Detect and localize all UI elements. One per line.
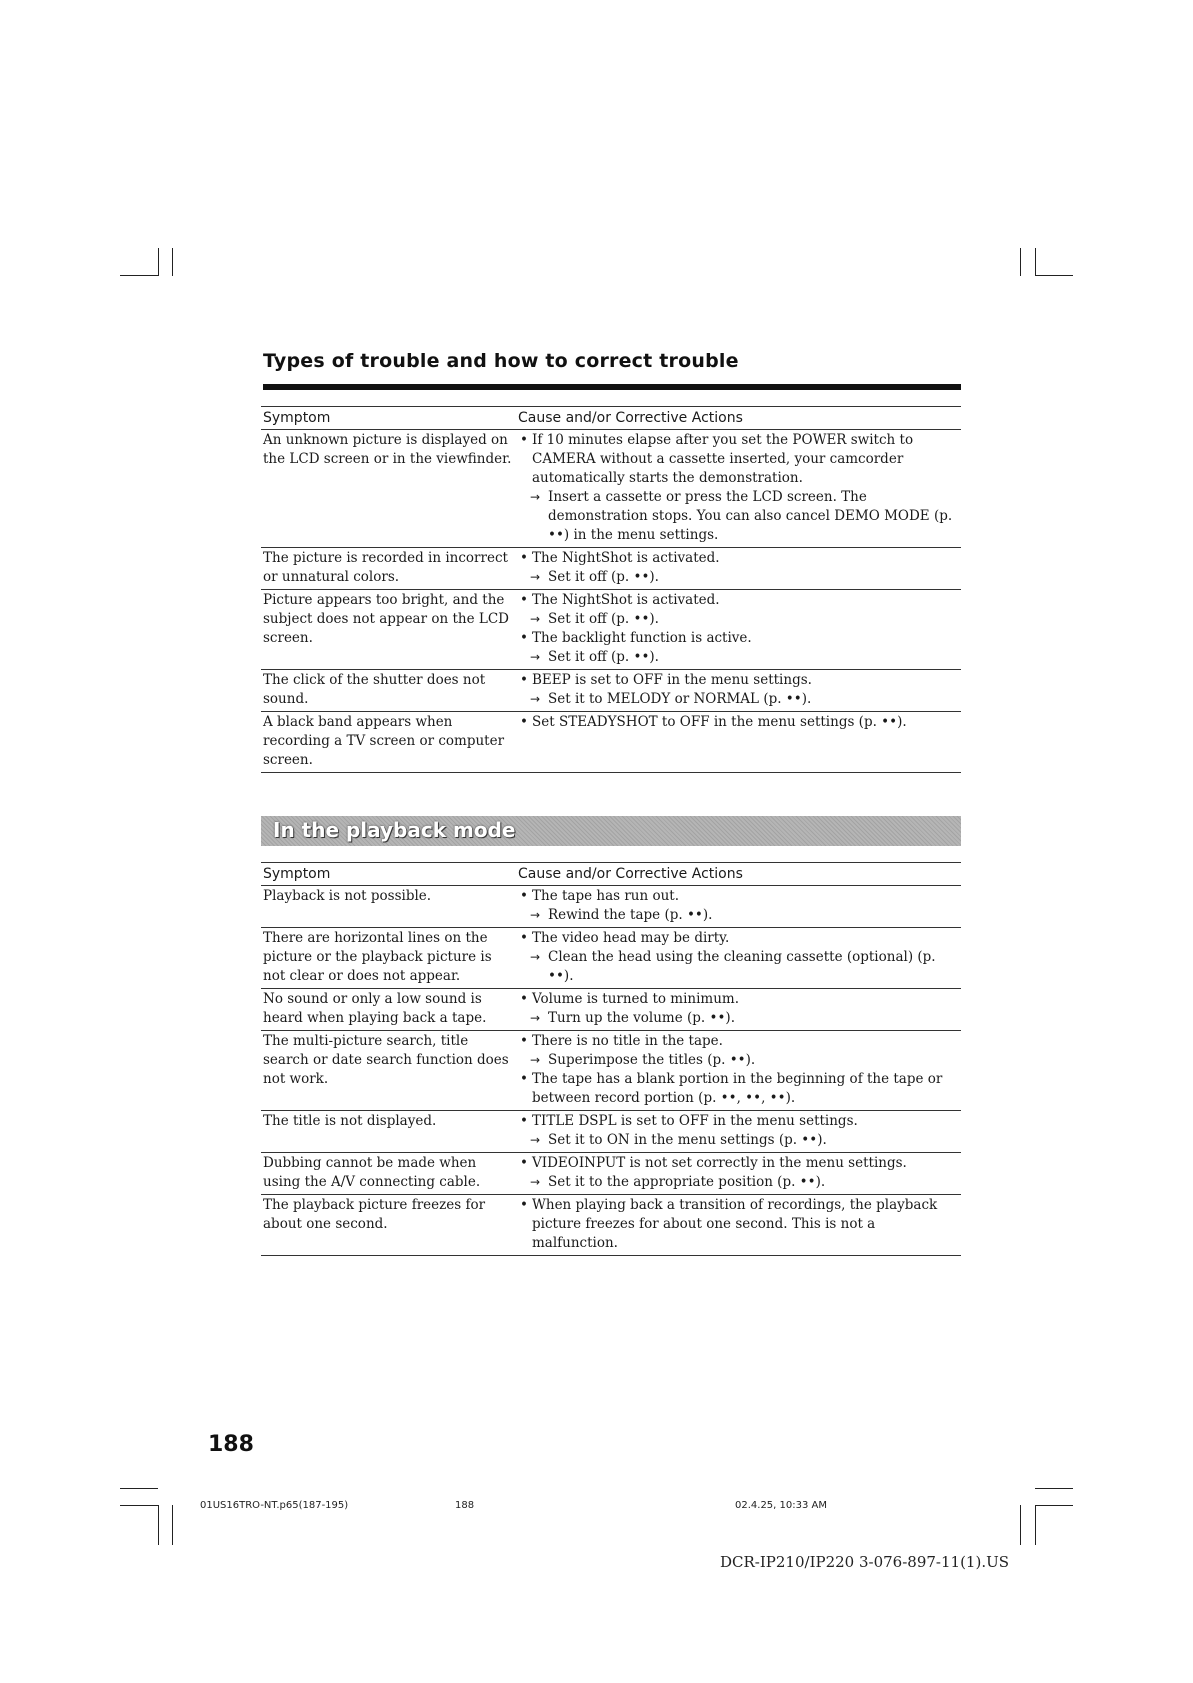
table-row <box>261 670 961 712</box>
corrective-action: → Insert a cassette or press the LCD screen. The demonstration stops. You can also cancel DEMO MODE (p. ••) in the menu settings. <box>518 488 959 545</box>
crop-mark <box>172 248 173 276</box>
table-row <box>261 430 961 548</box>
table-row <box>261 928 961 989</box>
footer-file: 01US16TRO-NT.p65(187-195) <box>200 1500 349 1511</box>
actions-cell <box>516 590 961 670</box>
cause-item: • VIDEOINPUT is not set correctly in the menu settings. <box>518 1154 959 1173</box>
table-row <box>261 1195 961 1256</box>
cause-item: • The video head may be dirty. <box>518 929 959 948</box>
crop-mark <box>172 1505 173 1545</box>
corrective-action: → Set it to the appropriate position (p. ••). <box>518 1173 959 1192</box>
cause-item: • Volume is turned to minimum. <box>518 990 959 1009</box>
trouble-table-recording <box>261 406 961 773</box>
actions-cell <box>516 886 961 928</box>
section-title: Types of trouble and how to correct trouble <box>263 350 739 372</box>
cause-item: • There is no title in the tape. <box>518 1032 959 1051</box>
table-row <box>261 548 961 590</box>
actions-header: Cause and/or Corrective Actions <box>516 407 961 430</box>
symptom-cell: Dubbing cannot be made when using the A/V connecting cable. <box>261 1153 516 1195</box>
cause-item: • The NightShot is activated. <box>518 549 959 568</box>
crop-mark <box>1035 248 1036 276</box>
table-row <box>261 1111 961 1153</box>
crop-mark <box>1035 1505 1073 1506</box>
table-row <box>261 1031 961 1111</box>
corrective-action: → Turn up the volume (p. ••). <box>518 1009 959 1028</box>
symptom-cell: No sound or only a low sound is heard when playing back a tape. <box>261 989 516 1031</box>
corrective-action: → Set it to ON in the menu settings (p. ••). <box>518 1131 959 1150</box>
corrective-action: → Set it off (p. ••). <box>518 610 959 629</box>
cause-item: • Set STEADYSHOT to OFF in the menu settings (p. ••). <box>518 713 959 732</box>
cause-item: • BEEP is set to OFF in the menu settings. <box>518 671 959 690</box>
symptom-header: Symptom <box>261 407 516 430</box>
cause-item: • The tape has run out. <box>518 887 959 906</box>
table-row <box>261 886 961 928</box>
symptom-cell: The title is not displayed. <box>261 1111 516 1153</box>
crop-mark <box>1020 1505 1021 1545</box>
crop-mark <box>1020 248 1021 276</box>
playback-mode-banner <box>261 816 961 846</box>
cause-item: • The tape has a blank portion in the beginning of the tape or between record portion (p. ••, ••, ••). <box>518 1070 959 1108</box>
banner-title: In the playback mode <box>273 818 516 842</box>
actions-cell <box>516 548 961 590</box>
crop-mark <box>1035 1505 1036 1545</box>
symptom-cell: The picture is recorded in incorrect or unnatural colors. <box>261 548 516 590</box>
actions-cell <box>516 1195 961 1256</box>
table-row <box>261 590 961 670</box>
table-header-row <box>261 863 961 886</box>
actions-cell <box>516 712 961 773</box>
footer-datetime: 02.4.25, 10:33 AM <box>735 1500 827 1511</box>
symptom-cell: The multi-picture search, title search or date search function does not work. <box>261 1031 516 1111</box>
crop-mark <box>158 1505 159 1545</box>
table-row <box>261 1153 961 1195</box>
cause-item: • If 10 minutes elapse after you set the POWER switch to CAMERA without a cassette inserted, your camcorder automatically starts the demonstration. <box>518 431 959 488</box>
symptom-header: Symptom <box>261 863 516 886</box>
actions-cell <box>516 1031 961 1111</box>
crop-mark <box>120 275 158 276</box>
crop-mark <box>1035 275 1073 276</box>
crop-mark <box>120 1488 158 1489</box>
model-code: DCR-IP210/IP220 3-076-897-11(1).US <box>720 1553 1010 1571</box>
footer-page: 188 <box>455 1500 475 1511</box>
table-row <box>261 989 961 1031</box>
corrective-action: → Set it off (p. ••). <box>518 648 959 667</box>
corrective-action: → Set it off (p. ••). <box>518 568 959 587</box>
cause-item: • The NightShot is activated. <box>518 591 959 610</box>
actions-cell <box>516 670 961 712</box>
crop-mark <box>1035 1488 1073 1489</box>
crop-mark <box>158 248 159 276</box>
table-row <box>261 712 961 773</box>
actions-cell <box>516 928 961 989</box>
table-header-row <box>261 407 961 430</box>
page-number: 188 <box>208 1432 254 1457</box>
symptom-cell: The playback picture freezes for about one second. <box>261 1195 516 1256</box>
cause-item: • TITLE DSPL is set to OFF in the menu settings. <box>518 1112 959 1131</box>
actions-cell <box>516 989 961 1031</box>
corrective-action: → Rewind the tape (p. ••). <box>518 906 959 925</box>
corrective-action: → Superimpose the titles (p. ••). <box>518 1051 959 1070</box>
actions-cell <box>516 1153 961 1195</box>
symptom-cell: An unknown picture is displayed on the LCD screen or in the viewfinder. <box>261 430 516 548</box>
actions-cell <box>516 430 961 548</box>
symptom-cell: There are horizontal lines on the picture or the playback picture is not clear or does not appear. <box>261 928 516 989</box>
symptom-cell: A black band appears when recording a TV screen or computer screen. <box>261 712 516 773</box>
crop-mark <box>120 1505 158 1506</box>
symptom-cell: The click of the shutter does not sound. <box>261 670 516 712</box>
actions-cell <box>516 1111 961 1153</box>
symptom-cell: Playback is not possible. <box>261 886 516 928</box>
corrective-action: → Set it to MELODY or NORMAL (p. ••). <box>518 690 959 709</box>
title-rule <box>263 384 961 390</box>
cause-item: • When playing back a transition of recordings, the playback picture freezes for about one second. This is not a malfunction. <box>518 1196 959 1253</box>
symptom-cell: Picture appears too bright, and the subject does not appear on the LCD screen. <box>261 590 516 670</box>
actions-header: Cause and/or Corrective Actions <box>516 863 961 886</box>
trouble-table-playback <box>261 862 961 1256</box>
corrective-action: → Clean the head using the cleaning cassette (optional) (p. ••). <box>518 948 959 986</box>
cause-item: • The backlight function is active. <box>518 629 959 648</box>
